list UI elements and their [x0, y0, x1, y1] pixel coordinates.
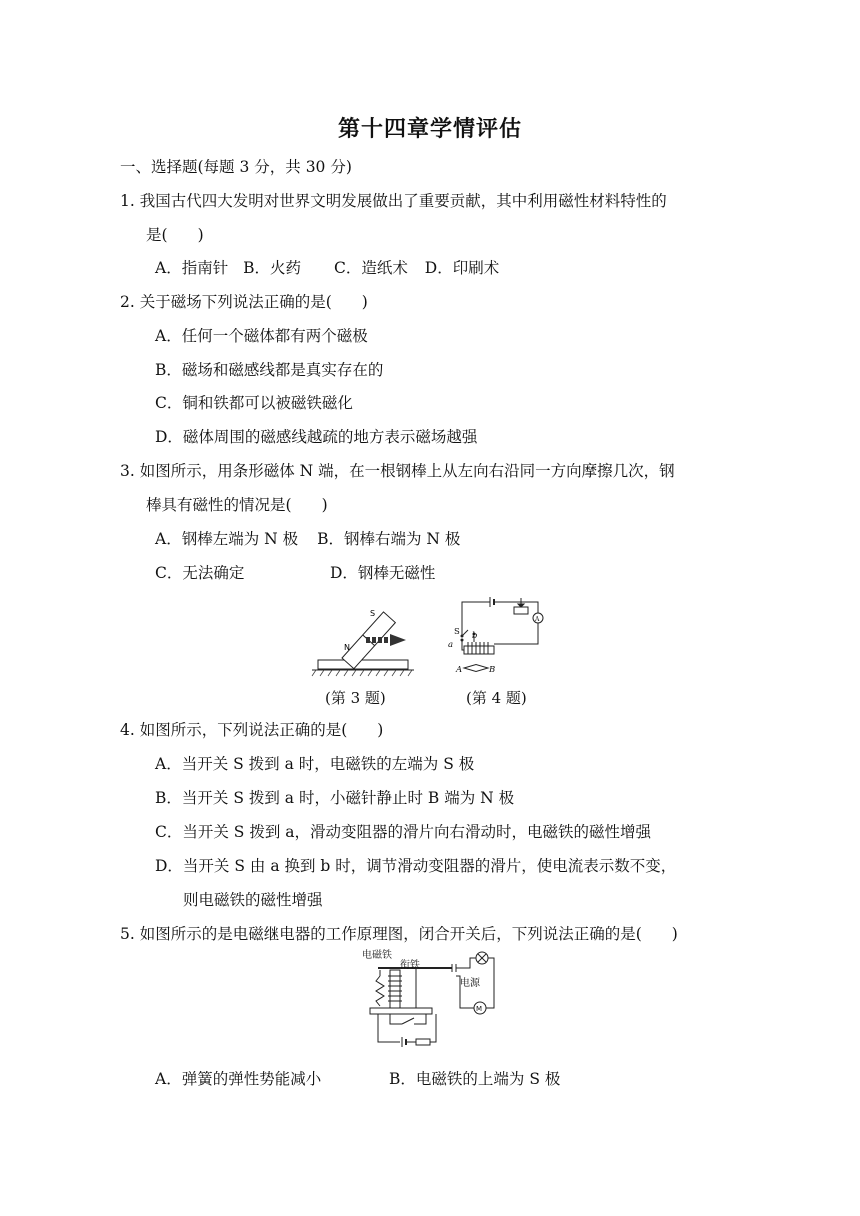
q4-stem — [120, 719, 383, 741]
q4-option-a: A．当开关 S 拨到 a 时，电磁铁的左端为 S 极 — [155, 755, 475, 773]
q1-stem-line1: 1. 我国古代四大发明对世界文明发展做出了重要贡献，其中利用磁性材料特性的 — [120, 192, 667, 210]
q1-option-c: C．造纸术 — [333, 259, 408, 277]
q3-option-d: D．钢棒无磁性 — [330, 564, 436, 582]
q2-option-a: A．任何一个磁体都有两个磁极 — [155, 327, 368, 345]
q3-option-a: A．钢棒左端为 N 极 — [155, 530, 299, 548]
q1-stem-close: ) — [197, 226, 204, 244]
q3-options-row1 — [155, 528, 460, 550]
ammeter-label: A — [535, 616, 540, 623]
q4-option-d-line1: D．当开关 S 由 a 换到 b 时，调节滑动变阻器的滑片，使电流表示数不变， — [155, 857, 677, 875]
armature-label: 衔铁 — [400, 960, 420, 971]
q3-options-row2 — [155, 562, 435, 584]
figure-3-magnet-diagram — [308, 598, 418, 680]
q5-options — [155, 1068, 560, 1090]
compass-needle — [464, 665, 488, 672]
switch-s-label: S — [454, 627, 460, 637]
q4-stem-text: 4. 如图所示，下列说法正确的是( — [120, 721, 348, 739]
q3-option-c: C．无法确定 — [155, 564, 245, 582]
magnet-s-label: S — [370, 609, 376, 618]
q1-options — [155, 257, 499, 279]
q3-stem-line1: 3. 如图所示，用条形磁体 N 端，在一根钢棒上从左向右沿同一方向摩擦几次，钢 — [120, 462, 675, 480]
q2-stem-text: 2. 关于磁场下列说法正确的是( — [120, 293, 332, 311]
figure-5-relay-diagram — [360, 946, 498, 1060]
control-switch — [402, 1018, 414, 1024]
q1-stem-text: 是( — [146, 226, 168, 244]
contact-b-label: b — [472, 631, 478, 641]
section-heading: 一、选择题(每题 3 分，共 30 分) — [120, 158, 352, 176]
magnet-n-label: N — [344, 643, 350, 652]
q4-option-c: C．当开关 S 拨到 a，滑动变阻器的滑片向右滑动时，电磁铁的磁性增强 — [155, 823, 652, 841]
q5-stem-text: 5. 如图所示的是电磁继电器的工作原理图，闭合开关后，下列说法正确的是( — [120, 925, 642, 943]
relay-base — [370, 1008, 432, 1014]
steel-bar — [318, 660, 408, 669]
q1-stem-line2 — [146, 224, 204, 246]
q3-stem-text: 棒具有磁性的情况是( — [146, 496, 292, 514]
q5-option-a: A．弹簧的弹性势能减小 — [155, 1070, 322, 1088]
needle-a-label: A — [456, 665, 463, 675]
figure-3-caption: (第 3 题) — [325, 689, 386, 707]
q2-option-b: B．磁场和磁感线都是真实存在的 — [155, 361, 384, 379]
q5-option-b: B．电磁铁的上端为 S 极 — [389, 1070, 561, 1088]
spring — [376, 976, 384, 1006]
rheostat — [514, 607, 528, 614]
q5-stem-close: ) — [671, 925, 678, 943]
q1-option-b: B．火药 — [243, 259, 302, 277]
electromagnet-label: 电磁铁 — [362, 950, 392, 961]
q4-option-d-line2: 则电磁铁的磁性增强 — [183, 891, 323, 909]
q3-stem-line2 — [146, 494, 328, 516]
figure-4-caption: (第 4 题) — [466, 689, 527, 707]
q4-option-b: B．当开关 S 拨到 a 时，小磁针静止时 B 端为 N 极 — [155, 789, 515, 807]
q2-stem-close: ) — [361, 293, 368, 311]
q3-stem-close: ) — [321, 496, 328, 514]
figure-4-circuit-diagram — [446, 592, 550, 682]
q4-stem-close: ) — [377, 721, 384, 739]
q2-option-c: C．铜和铁都可以被磁铁磁化 — [155, 394, 353, 412]
page-title: 第十四章学情评估 — [337, 117, 522, 142]
q1-option-a: A．指南针 — [155, 259, 229, 277]
q2-stem — [120, 291, 368, 313]
q5-stem — [120, 923, 678, 945]
power-source-label: 电源 — [460, 978, 480, 989]
q1-option-d: D．印刷术 — [424, 259, 500, 277]
q2-option-d: D．磁体周围的磁感线越疏的地方表示磁场越强 — [155, 428, 478, 446]
contact-a-label: a — [448, 640, 454, 650]
q3-option-b: B．钢棒右端为 N 极 — [317, 530, 461, 548]
resistor — [416, 1039, 430, 1045]
needle-b-label: B — [489, 665, 496, 675]
motor-label: M — [476, 1005, 483, 1013]
